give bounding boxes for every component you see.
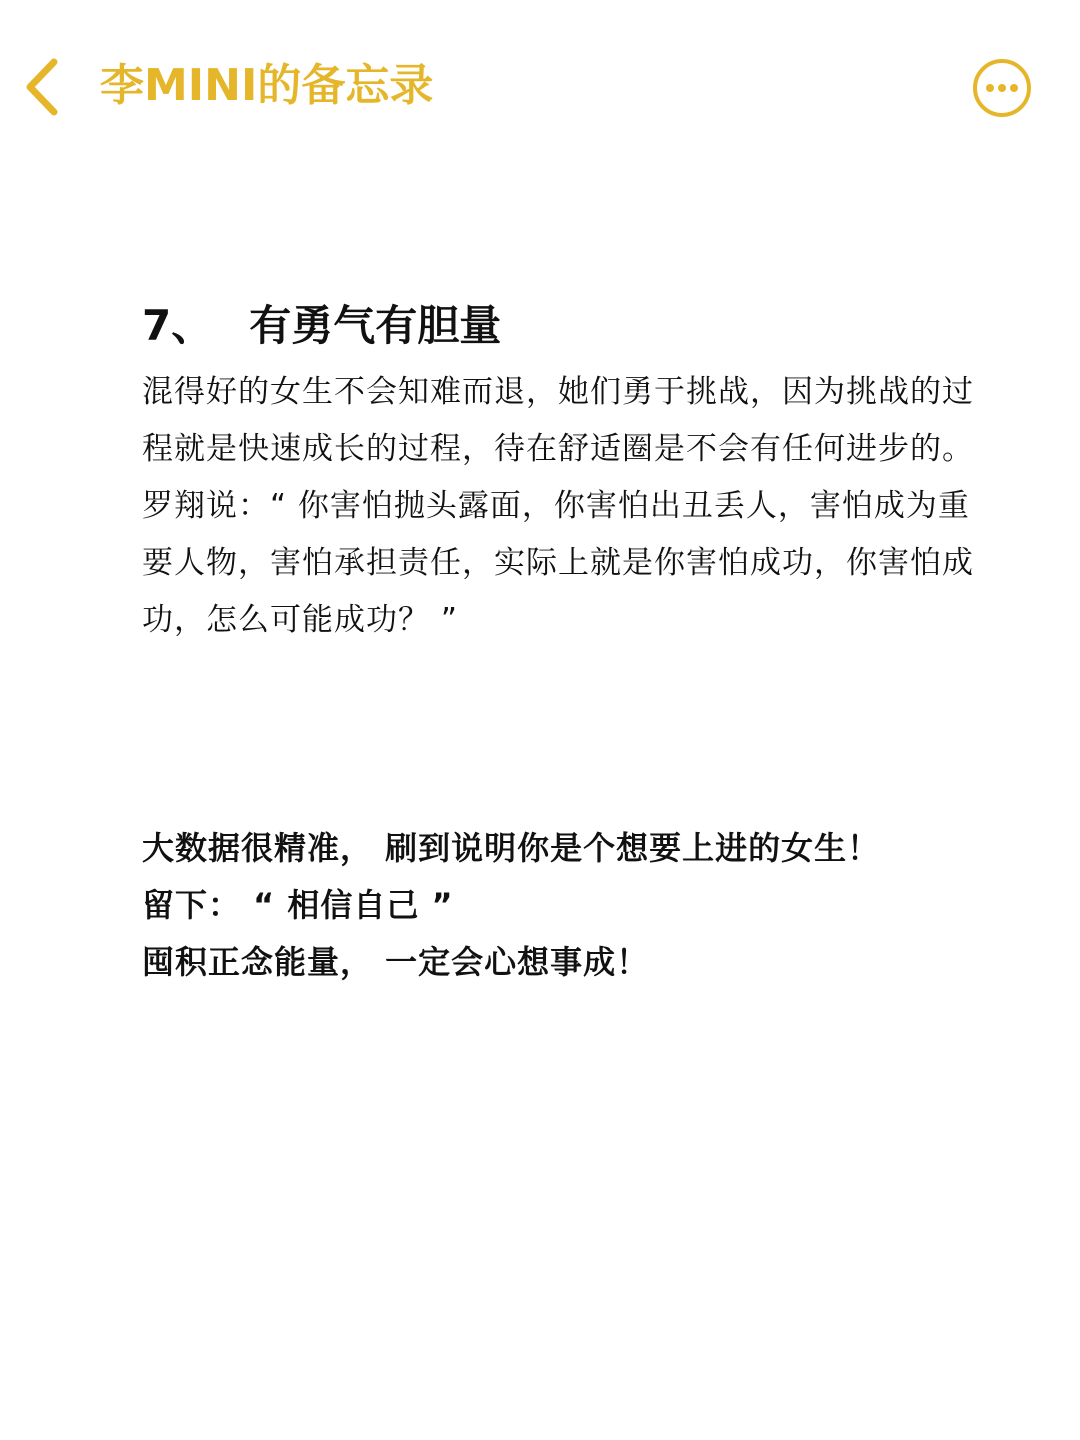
chevron-left-icon	[14, 52, 70, 122]
note-body	[142, 296, 992, 649]
section-heading	[142, 296, 992, 356]
closing-line-2: 留下： “ 相信自己 ”	[142, 886, 454, 924]
back-button[interactable]	[14, 52, 70, 122]
closing-line-3: 囤积正念能量， 一定会心想事成！	[142, 943, 650, 981]
quote-paragraph: 罗翔说：“ 你害怕抛头露面，你害怕出丑丢人，害怕成为重要人物，害怕承担责任，实际上就是你害怕成功，你害怕成功，怎么可能成功？ ”	[142, 488, 974, 638]
section-number: 7、	[142, 301, 214, 350]
body-paragraph: 混得好的女生不会知难而退，她们勇于挑战，因为挑战的过程就是快速成长的过程，待在舒适圈是不会有任何进步的。	[142, 374, 974, 467]
app-title: 李MINI的备忘录	[100, 60, 434, 111]
closing-block	[142, 820, 992, 991]
more-options-button[interactable]	[972, 58, 1032, 118]
more-horizontal-icon	[972, 58, 1032, 118]
closing-line-1: 大数据很精准， 刷到说明你是个想要上进的女生！	[142, 829, 881, 867]
section-title: 有勇气有胆量	[249, 301, 502, 350]
top-bar	[0, 0, 1080, 170]
